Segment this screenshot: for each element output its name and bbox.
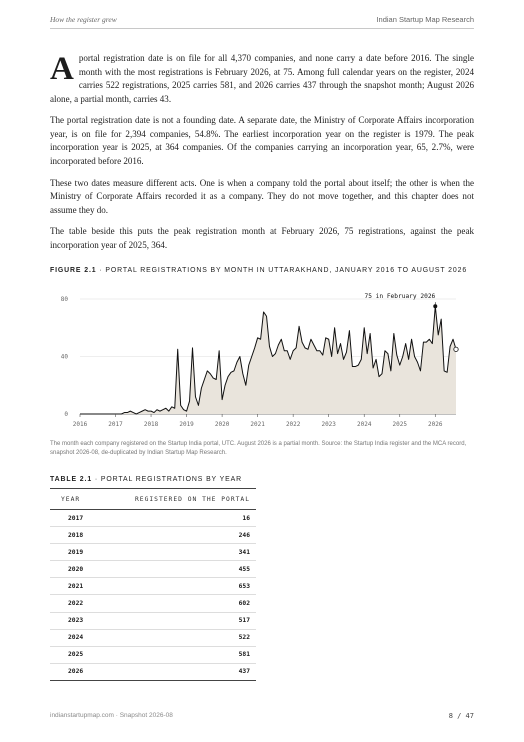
footer-site: indianstartupmap.com · Snapshot 2026-08 [50,712,173,719]
page-number: 8 / 47 [448,712,474,720]
drop-cap: A [50,51,74,87]
table-row [50,544,256,561]
figure-label: FIGURE 2.1 [50,267,97,274]
year-cell: 2018 [50,527,95,544]
paragraph-3: These two dates measure different acts. One is when a company told the portal about itself; the other is when the Ministry of Corporate Affairs recorded it as a company. They do not move together, and this chapter does not assume they do. [50,177,474,215]
y-tick-label: 40 [60,353,68,361]
year-cell: 2026 [50,663,95,680]
table-row [50,510,256,527]
chapter-title: How the register grew [50,15,117,24]
x-tick-label: 2023 [321,421,336,428]
series-area [80,306,456,414]
table-row [50,595,256,612]
table-row [50,646,256,663]
page-footer [50,712,474,720]
x-tick-label: 2016 [72,421,88,428]
year-cell: 2019 [50,544,95,561]
table-caption: TABLE 2.1 · PORTAL REGISTRATIONS BY YEAR [50,476,242,483]
table-title: PORTAL REGISTRATIONS BY YEAR [100,476,242,483]
year-cell: 2023 [50,612,95,629]
year-cell: 2017 [50,510,95,527]
figure-caption: FIGURE 2.1 · PORTAL REGISTRATIONS BY MONTH IN UTTARAKHAND, JANUARY 2016 TO AUGUST 2026 [50,267,468,274]
x-tick-label: 2019 [179,421,194,428]
year-column-header: YEAR [50,489,95,510]
x-tick-label: 2020 [214,421,230,428]
registrations-chart [50,283,474,433]
table-header-row [50,489,256,510]
x-tick-label: 2026 [428,421,443,428]
year-cell: 2022 [50,595,95,612]
figure-source-note: The month each company registered on the Startup India portal, UTC. August 2026 is a partial month. Source: the Startup India register and the MCA record, snapshot 2026-08, de-duplicated by Indian Startup Map Research. [50,441,467,457]
paragraph-2: The portal registration date is not a founding date. A separate date, the Ministry of Corporate Affairs incorporation year, is on file for 2,394 companies, 54.8%. The earliest incorporation year on the register is 1979. The peak incorporation year is 2025, at 364 companies. Of the companies carrying an incorporation year, 65, 2.7%, were incorporated before 2016. [50,115,474,166]
paragraph-4: The table beside this puts the peak registration month at February 2026, 75 registrations, against the peak incorporation year of 2025, 364. [50,226,474,250]
count-cell: 602 [95,595,256,612]
y-tick-label: 80 [60,296,68,303]
paragraph-1-text: portal registration date is on file for all 4,370 companies, and none carry a date before 2016. The single month with the most registrations is February 2026, at 75. Among full calendar years on the register, 2024 carries 522 registrations, 2025 carries 581, and 2026 carries 437 through the snapshot month; August 2026 alone, a partial month, carries 43. [50,53,474,104]
table-row [50,629,256,646]
count-cell: 653 [95,578,256,595]
y-tick-label: 0 [64,411,68,418]
paragraph-1 [50,52,474,106]
x-tick-label: 2017 [108,421,123,428]
count-cell: 16 [95,510,256,527]
year-cell: 2021 [50,578,95,595]
running-header [50,15,474,24]
x-tick-label: 2021 [250,421,265,428]
table-row [50,663,256,680]
last-point [454,347,458,351]
publication-name: Indian Startup Map Research [376,15,474,24]
x-tick-label: 2024 [356,421,372,428]
figure-title: PORTAL REGISTRATIONS BY MONTH IN UTTARAKHAND, JANUARY 2016 TO AUGUST 2026 [105,267,468,274]
count-cell: 455 [95,561,256,578]
table-row [50,561,256,578]
count-cell: 246 [95,527,256,544]
count-cell: 517 [95,612,256,629]
x-tick-label: 2018 [143,421,159,428]
peak-point [433,304,437,308]
year-cell: 2025 [50,646,95,663]
registered-column-header: REGISTERED ON THE PORTAL [95,489,256,510]
table-row [50,612,256,629]
count-cell: 581 [95,646,256,663]
year-cell: 2024 [50,629,95,646]
x-tick-label: 2025 [392,421,407,428]
peak-annotation: 75 in February 2026 [364,293,436,301]
count-cell: 437 [95,663,256,680]
body-text [50,52,474,260]
count-cell: 522 [95,629,256,646]
table-row [50,527,256,544]
year-cell: 2020 [50,561,95,578]
table-row [50,578,256,595]
x-tick-label: 2022 [285,421,301,428]
table-label: TABLE 2.1 [50,476,93,483]
count-cell: 341 [95,544,256,561]
header-rule [50,28,474,29]
registrations-by-year-table [50,488,256,681]
